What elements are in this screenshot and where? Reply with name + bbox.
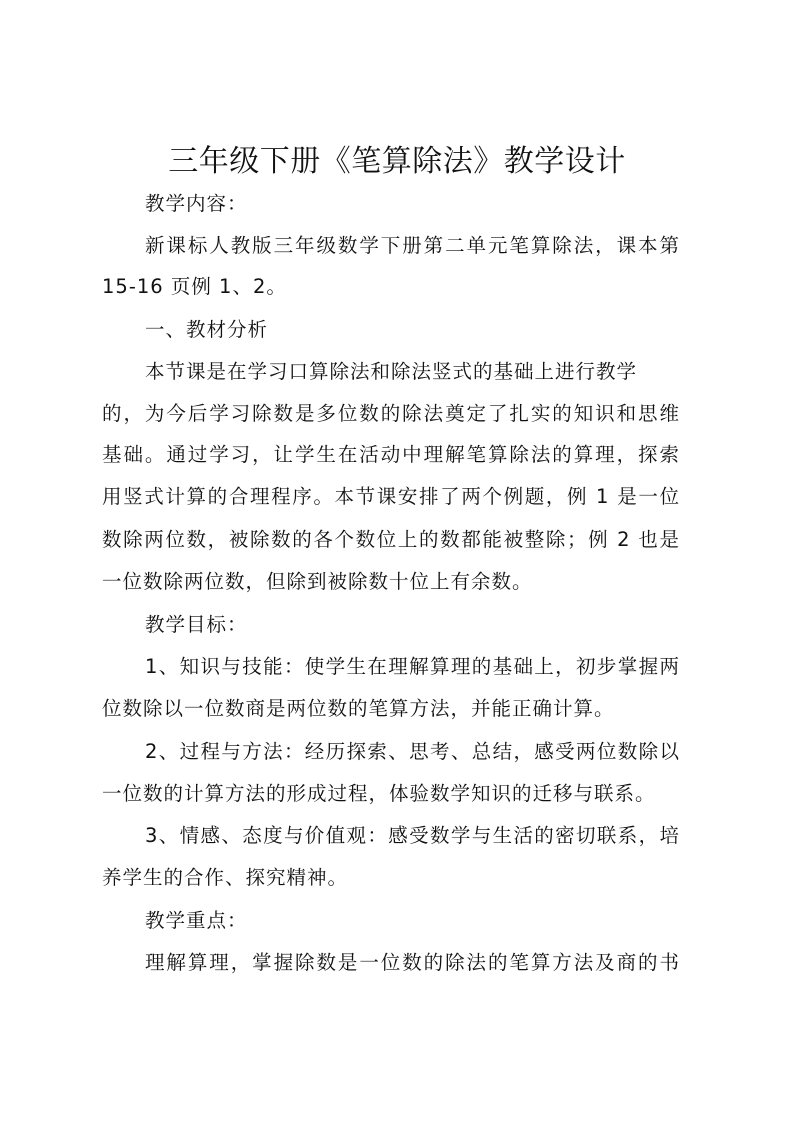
paragraph-line: 基础。通过学习，让学生在活动中理解笔算除法的算理，探索	[102, 443, 680, 466]
paragraph-line: 新课标人教版三年级数学下册第二单元笔算除法，课本第	[145, 234, 680, 257]
paragraph-line: 一位数的计算方法的形成过程，体验数学知识的迁移与联系。	[102, 782, 656, 805]
paragraph-line: 养学生的合作、探究精神。	[102, 866, 349, 889]
paragraph-line: 理解算理，掌握除数是一位数的除法的笔算方法及商的书	[145, 951, 680, 974]
paragraph-line: 本节课是在学习口算除法和除法竖式的基础上进行教学	[145, 360, 638, 383]
paragraph-line: 用竖式计算的合理程序。本节课安排了两个例题，例 1 是一位	[102, 485, 680, 508]
page-title: 三年级下册《笔算除法》教学设计	[168, 144, 626, 179]
paragraph-line: 2、过程与方法：经历探索、思考、总结，感受两位数除以	[145, 740, 680, 763]
section-label-objectives: 教学目标：	[145, 613, 248, 636]
section-heading-material-analysis: 一、教材分析	[145, 318, 269, 341]
paragraph-line: 的，为今后学习除数是多位数的除法奠定了扎实的知识和思维	[102, 402, 680, 425]
paragraph-line: 位数除以一位数商是两位数的笔算方法，并能正确计算。	[102, 697, 615, 720]
paragraph-line: 15-16 页例 1、2。	[102, 275, 287, 298]
paragraph-line: 数除两位数，被除数的各个数位上的数都能被整除；例 2 也是	[102, 528, 680, 551]
paragraph-line: 3、情感、态度与价值观：感受数学与生活的密切联系，培	[145, 824, 680, 847]
paragraph-line: 一位数除两位数，但除到被除数十位上有余数。	[102, 570, 533, 593]
section-label-content: 教学内容：	[145, 192, 248, 215]
section-label-key-points: 教学重点：	[145, 909, 248, 932]
paragraph-line: 1、知识与技能：使学生在理解算理的基础上，初步掌握两	[145, 655, 680, 678]
